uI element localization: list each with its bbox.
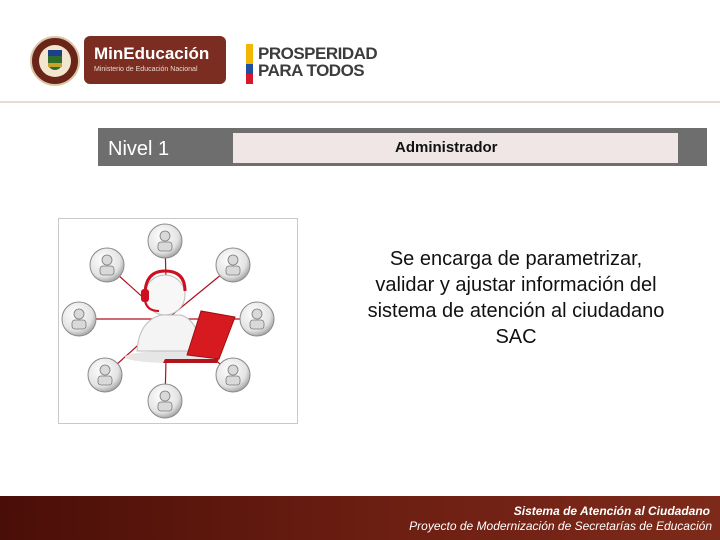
mineducacion-logo-title: MinEducación	[94, 44, 210, 63]
mineducacion-logo-subtitle: Ministerio de Educación Nacional	[94, 66, 198, 73]
level-label: Nivel 1	[108, 138, 170, 160]
header	[0, 0, 720, 103]
header-divider	[0, 101, 720, 103]
customer-service-network-icon	[58, 218, 298, 424]
prosperidad-logo-line1: PROSPERIDAD	[258, 44, 378, 63]
footer-system-name: Sistema de Atención al Ciudadano	[513, 504, 710, 518]
mineducacion-logo	[84, 36, 226, 84]
role-label: Administrador	[395, 139, 498, 156]
colombia-seal-icon	[30, 36, 80, 86]
footer-project-name: Proyecto de Modernización de Secretarías de Educación	[409, 519, 712, 533]
role-description: Se encarga de parametrizar, validar y ajustar información del sistema de atención al ciudadano SAC	[367, 248, 665, 348]
prosperidad-logo-line2: PARA TODOS	[258, 61, 365, 80]
footer-band	[0, 496, 720, 540]
